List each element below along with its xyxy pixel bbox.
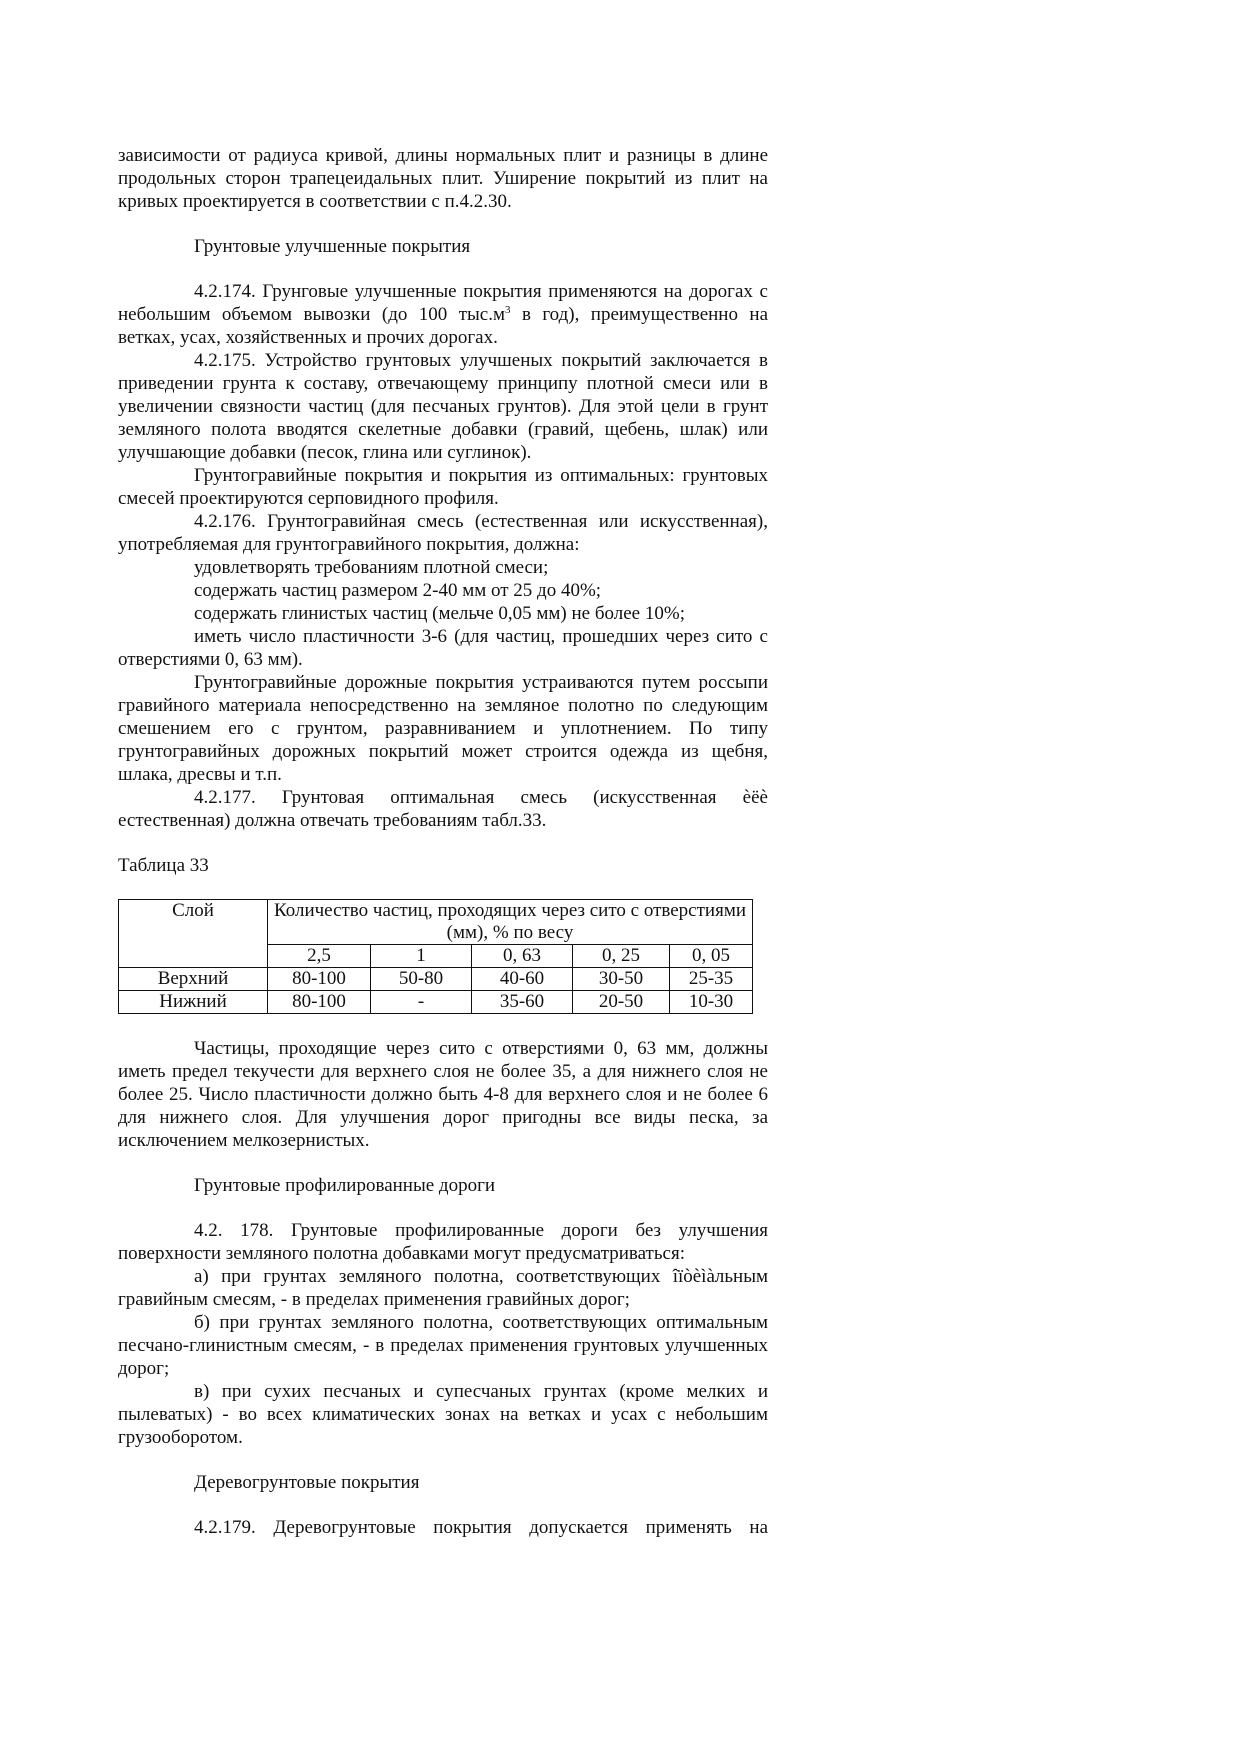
table-header-size: 0, 63 — [472, 945, 573, 968]
list-item: содержать частиц размером 2-40 мм от 25 до 40%; — [194, 580, 602, 601]
paragraph-profile: Грунтогравийные покрытия и покрытия из оптимальных: грунтовых смесей проектируются серповидного профиля. — [118, 465, 768, 509]
table-row — [119, 991, 753, 1014]
superscript-cubic: 3 — [505, 304, 511, 316]
table-header-size: 2,5 — [268, 945, 371, 968]
list-item: а) при грунтах земляного полотна, соответствующих îïòèìàльным гравийным смесям, - в пределах применения гравийных дорог; — [118, 1266, 768, 1310]
paragraph-4-2-175: 4.2.175. Устройство грунтовых улучшеных покрытий заключается в приведении грунта к составу, отвечающему принципу плотной смеси или в увеличении связности частиц (для песчаных грунтов). Для этой цели в грунт земляного полота вводятся скелетные добавки (гравий, щебень, шлак) или улучшающие добавки (песок, глина или суглинок). — [118, 350, 768, 463]
document-page — [118, 144, 768, 1539]
list-item: удовлетворять требованиям плотной смеси; — [194, 557, 549, 578]
table-cell: 50-80 — [371, 968, 472, 991]
list-item: в) при сухих песчаных и супесчаных грунтах (кроме мелких и пылеватых) - во всех климатических зонах на ветках и усах с небольшим грузооборотом. — [118, 1381, 768, 1448]
table-cell: 40-60 — [472, 968, 573, 991]
table-cell: - — [371, 991, 472, 1014]
table-cell-layer: Верхний — [119, 968, 268, 991]
table-cell: 80-100 — [268, 991, 371, 1014]
paragraph-construction: Грунтогравийные дорожные покрытия устраиваются путем россыпи гравийного материала непосредственно на земляное полотно по следующим смешением его с грунтом, разравниванием и уплотнением. По типу грунтогравийных дорожных покрытий может строится одежда из щебня, шлака, дресвы и т.п. — [118, 672, 768, 785]
section-heading-profiled-roads: Грунтовые профилированные дороги — [194, 1175, 496, 1196]
table-header-layer: Слой — [119, 900, 268, 968]
table-header-group: Количество частиц, проходящих через сито с отверстиями (мм), % по весу — [268, 900, 753, 945]
table-caption: Таблица 33 — [118, 855, 209, 876]
table-cell: 10-30 — [670, 991, 753, 1014]
table-cell: 30-50 — [573, 968, 670, 991]
section-heading-improved-soil: Грунтовые улучшенные покрытия — [194, 236, 471, 257]
paragraph-4-2-174 — [118, 280, 768, 349]
table-header-size: 0, 05 — [670, 945, 753, 968]
list-item: б) при грунтах земляного полотна, соответствующих оптимальным песчано-глинистным смесям, - в пределах применения грунтовых улучшенных дорог; — [118, 1312, 768, 1379]
list-item: содержать глинистых частиц (мельче 0,05 мм) не более 10%; — [194, 603, 685, 624]
paragraph-after-table: Частицы, проходящие через сито с отверстиями 0, 63 мм, должны иметь предел текучести для верхнего слоя не более 35, а для нижнего слоя не более 25. Число пластичности должно быть 4-8 для верхнего слоя и не более 6 для нижнего слоя. Для улучшения дорог пригодны все виды песка, за исключением мелкозернистых. — [118, 1038, 768, 1151]
table-cell: 35-60 — [472, 991, 573, 1014]
paragraph-4-2-177: 4.2.177. Грунтовая оптимальная смесь (искусственная èëè естественная) должна отвечать требованиям табл.33. — [118, 787, 768, 831]
table-cell-layer: Нижний — [119, 991, 268, 1014]
table-header-size: 0, 25 — [573, 945, 670, 968]
paragraph-4-2-174-part-b: в год), преимущественно на ветках, усах, хозяйственных и прочих дорогах. — [118, 304, 769, 348]
paragraph-4-2-176: 4.2.176. Грунтогравийная смесь (естественная или искусственная), употребляемая для грунтогравийного покрытия, должна: — [118, 511, 768, 555]
paragraph-continuation: зависимости от радиуса кривой, длины нормальных плит и разницы в длине продольных сторон трапецеидальных плит. Уширение покрытий из плит на кривых проектируется в соответствии с п.4.2.30. — [118, 145, 768, 212]
paragraph-4-2-178: 4.2. 178. Грунтовые профилированные дороги без улучшения поверхности земляного полотна добавками могут предусматриваться: — [118, 1220, 768, 1264]
table-header-size: 1 — [371, 945, 472, 968]
paragraph-4-2-174-part-a: 4.2.174. Грунговые улучшенные покрытия применяются на дорогах с небольшим объемом вывозки (до 100 тыс.м — [118, 281, 768, 325]
table-cell: 80-100 — [268, 968, 371, 991]
table-row — [119, 968, 753, 991]
paragraph-4-2-179: 4.2.179. Деревогрунтовые покрытия допускается применять на — [194, 1517, 768, 1538]
table-33 — [118, 899, 753, 1014]
section-heading-wood-soil: Деревогрунтовые покрытия — [194, 1472, 420, 1493]
table-cell: 20-50 — [573, 991, 670, 1014]
list-item: иметь число пластичности 3-6 (для частиц, прошедших через сито с отверстиями 0, 63 мм). — [118, 626, 768, 670]
table-cell: 25-35 — [670, 968, 753, 991]
